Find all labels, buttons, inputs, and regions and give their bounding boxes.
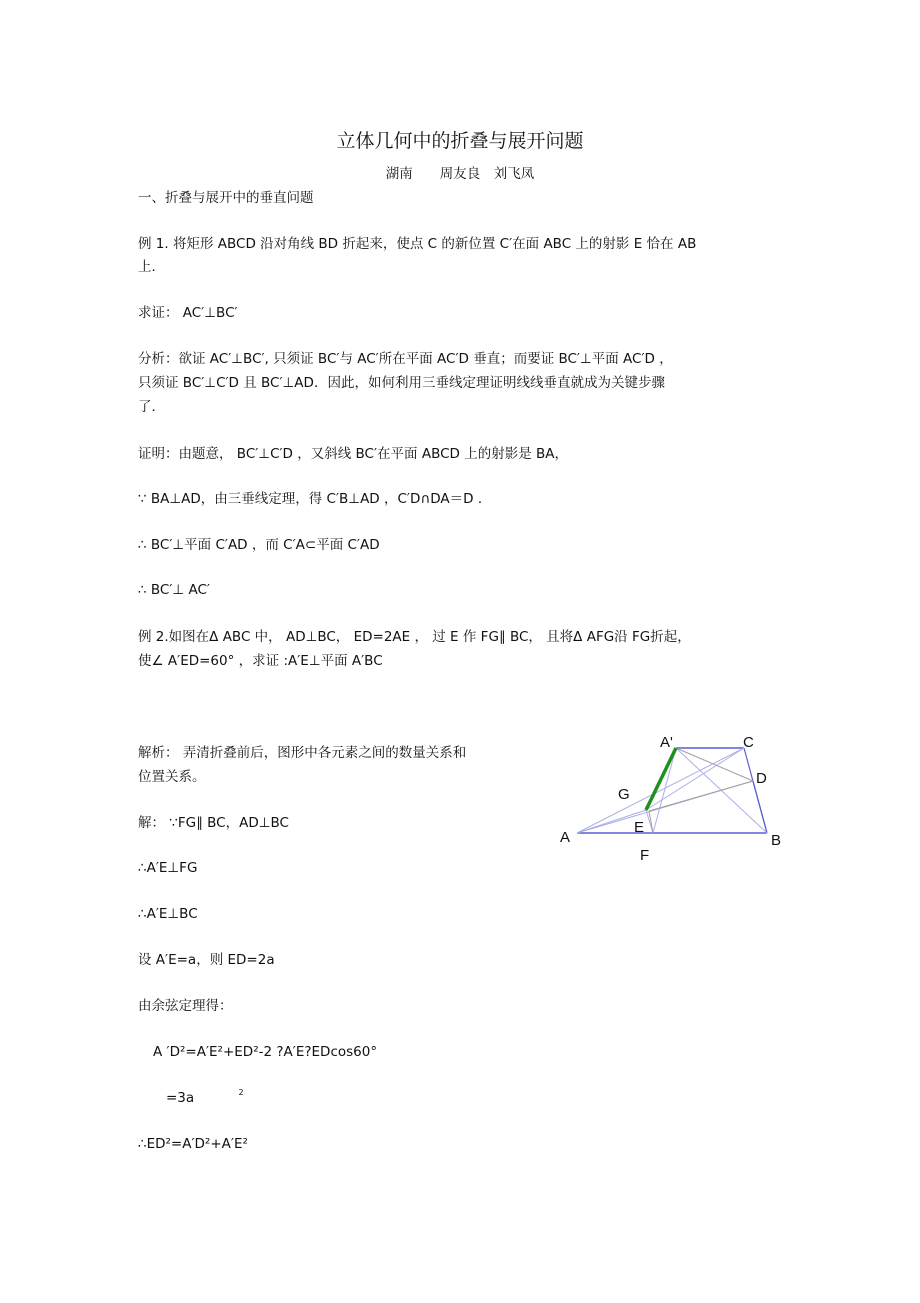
example1-analysis-line1: 分析：欲证 AC′⊥BC′, 只须证 BC′与 AC′所在平面 AC′D 垂直；而要证 BC′⊥平面 AC′D ， [138, 351, 673, 367]
label-B: B [771, 832, 782, 849]
segment-ED [649, 781, 753, 811]
formula-result [166, 1088, 244, 1110]
example2-statement-line2: 使∠ A′ED=60° ，求证 :A′E⊥平面 A′BC [138, 653, 383, 669]
example2-solution-line5: 由余弦定理得： [138, 998, 233, 1014]
label-C: C [743, 734, 754, 751]
folding-figure [550, 728, 800, 868]
label-A: A [560, 829, 571, 846]
section-heading: 一、折叠与展开中的垂直问题 [138, 190, 314, 206]
label-F: F [640, 847, 650, 864]
segment-DB [753, 781, 767, 833]
cosine-law-formula: A ′D²=A′E²+ED²-2 ?A′E?EDcos60° [153, 1044, 378, 1060]
example1-proof-line3: ∴ BC′⊥平面 C′AD ，而 C′A⊂平面 C′AD [138, 537, 380, 553]
example2-analysis-line2: 位置关系。 [138, 769, 206, 785]
formula-result-main: =3a [166, 1090, 195, 1106]
example2-solution-line1: 解： ∵FG∥ BC，AD⊥BC [138, 815, 289, 831]
example1-statement-line1: 例 1. 将矩形 ABCD 沿对角线 BD 折起来，使点 C 的新位置 C′在面 ABC 上的射影 E 恰在 AB [138, 236, 697, 252]
byline: 湖南 周友良 刘飞凤 [385, 166, 535, 182]
example2-statement-line1: 例 2.如图在Δ ABC 中， AD⊥BC， ED=2AE ， 过 E 作 FG∥ BC， 且将Δ AFG沿 FG折起， [138, 629, 691, 645]
example1-proof-line4: ∴ BC′⊥ AC′ [138, 582, 210, 598]
example1-statement-line2: 上． [138, 259, 165, 275]
label-E: E [634, 819, 645, 836]
label-A-prime: A' [660, 734, 673, 751]
example1-analysis-line3: 了． [138, 399, 165, 415]
segment-ApD [676, 748, 753, 781]
example2-solution-line2: ∴A′E⊥FG [138, 860, 198, 876]
example2-solution-line3: ∴A′E⊥BC [138, 906, 198, 922]
example2-analysis-line1: 解析： 弄清折叠前后，图形中各元素之间的数量关系和 [138, 745, 467, 761]
example2-solution-conclusion: ∴ED²=A′D²+A′E² [138, 1136, 248, 1152]
formula-result-exponent: 2 [238, 1088, 244, 1097]
example1-proof-line2: ∵ BA⊥AD，由三垂线定理，得 C′B⊥AD ，C′D∩DA＝D ． [138, 491, 492, 507]
label-D: D [756, 770, 767, 787]
label-G: G [618, 786, 630, 803]
example2-solution-line4: 设 A′E=a，则 ED=2a [138, 952, 275, 968]
example1-claim: 求证： AC′⊥BC′ [138, 305, 238, 321]
page-title: 立体几何中的折叠与展开问题 [336, 130, 584, 152]
example1-proof-line1: 证明：由题意， BC′⊥C′D ，又斜线 BC′在平面 ABCD 上的射影是 BA， [138, 446, 569, 462]
example1-analysis-line2: 只须证 BC′⊥C′D 且 BC′⊥AD．因此，如何利用三垂线定理证明线线垂直就成为关键步骤 [138, 375, 665, 391]
